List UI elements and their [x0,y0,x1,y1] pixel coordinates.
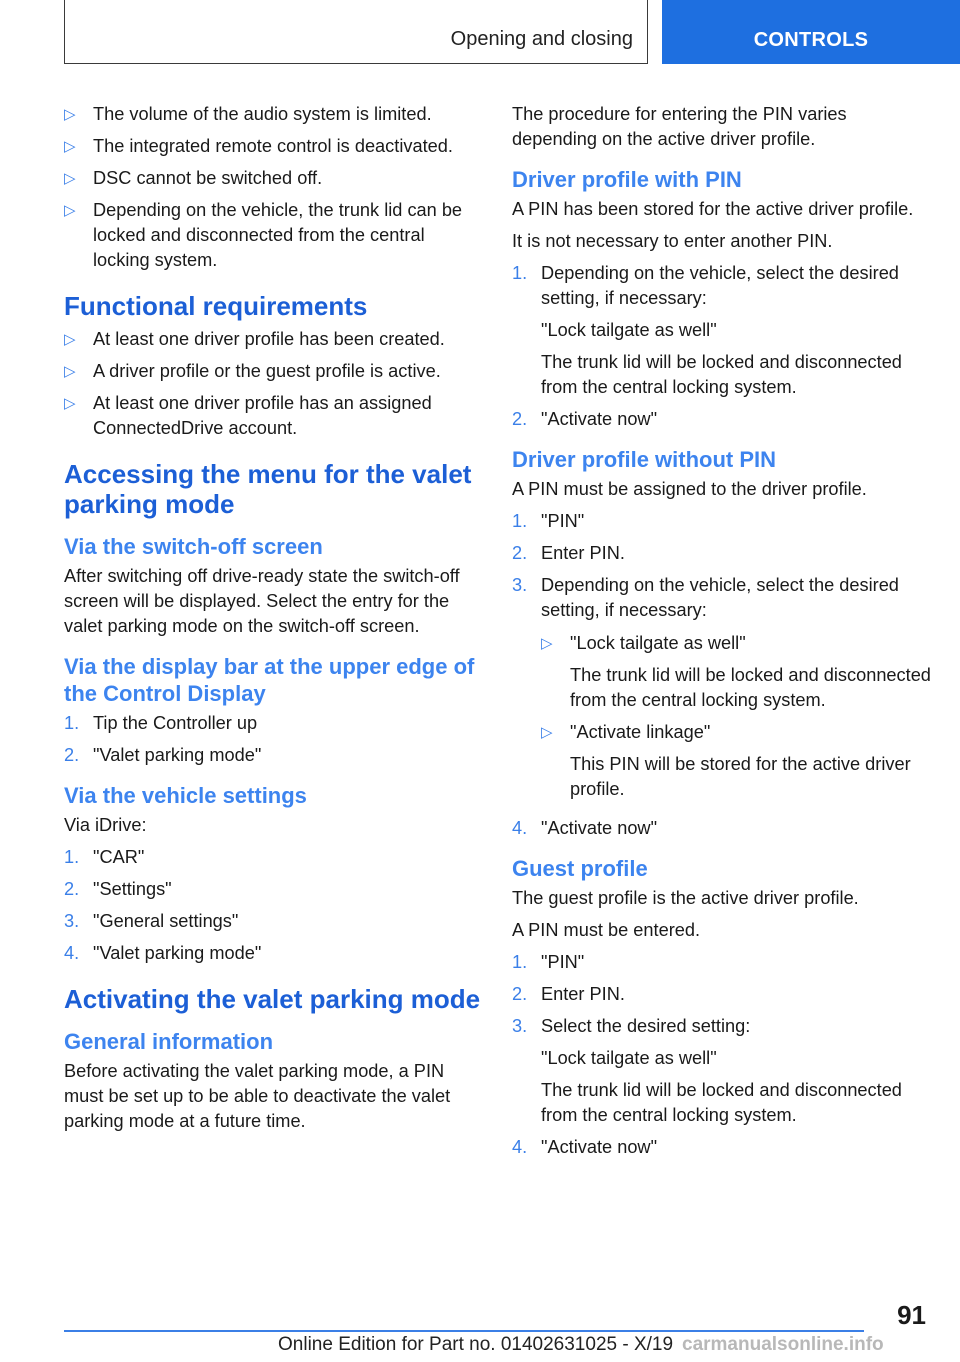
list-item: ▷ At least one driver profile has an assigned ConnectedDrive account. [64,391,482,441]
footer-edition: Online Edition for Part no. 01402631025 - X/19 [278,1334,674,1355]
subheading-driver-profile-without-pin: Driver profile without PIN [512,447,777,472]
restrictions-list [64,102,482,273]
list-item: 1. "PIN" [512,952,585,972]
section-heading-accessing-menu: Accessing the menu for the valet parking mode [64,459,472,519]
triangle-bullet-icon: ▷ [64,170,76,187]
list-item: 3. Depending on the vehicle, select the desired setting, if necessary: ▷ "Lock tailgate as well" The trunk lid will be locked and disconnected from the central locking system. ▷ "Activate linkage" This PIN will be stored for the active driver profile. [512,573,932,809]
right-column [512,102,932,1167]
list-item: 2. "Settings" [64,879,172,899]
paragraph: After switching off drive-ready state the switch-off screen will be displayed. Select the entry for the valet parking mode on the switch-off screen. [64,566,460,636]
subheading-switch-off-screen: Via the switch-off screen [64,534,323,559]
list-item: ▷ A driver profile or the guest profile is active. [64,359,482,384]
triangle-bullet-icon: ▷ [64,106,76,123]
paragraph: A PIN must be assigned to the driver profile. [512,479,867,499]
section-heading-activating: Activating the valet parking mode [64,984,481,1014]
section-heading-functional-requirements: Functional requirements [64,291,368,321]
triangle-bullet-icon: ▷ [64,363,76,380]
list-item: 3. "General settings" [64,911,239,931]
list-item: ▷ "Activate linkage" This PIN will be stored for the active driver profile. [541,720,932,802]
left-column [64,102,482,1141]
steps-list [512,950,932,1160]
steps-list [64,845,482,966]
list-item: 4. "Activate now" [512,818,658,838]
steps-list [512,261,932,432]
triangle-bullet-icon: ▷ [541,635,553,652]
paragraph: The guest profile is the active driver profile. [512,888,859,908]
subheading-guest-profile: Guest profile [512,856,648,881]
list-item: 4. "Activate now" [512,1137,658,1157]
paragraph: A PIN must be entered. [512,920,701,940]
steps-list [512,509,932,841]
header-chapter-tab [662,0,960,64]
list-item: ▷ "Lock tailgate as well" The trunk lid will be locked and disconnected from the central locking system. [541,631,932,713]
list-item: 4. "Valet parking mode" [64,943,262,963]
list-item: 2. "Activate now" [512,409,658,429]
list-item: 1. Depending on the vehicle, select the desired setting, if necessary: "Lock tailgate as well" The trunk lid will be locked and disconnected from the central locking system. [512,263,902,397]
list-item: 2. Enter PIN. [512,543,625,563]
header-chapter-title: CONTROLS [753,29,869,51]
paragraph: A PIN has been stored for the active driver profile. [512,199,914,219]
subheading-display-bar: Via the display bar at the upper edge of the Control Display [64,654,475,706]
steps-list [64,711,482,768]
footer-watermark: carmanualsonline.info [682,1334,884,1355]
list-item: ▷ The volume of the audio system is limited. [64,102,482,127]
list-item: 1. "CAR" [64,847,145,867]
triangle-bullet-icon: ▷ [64,331,76,348]
paragraph: The procedure for entering the PIN varies depending on the active driver profile. [512,104,847,149]
paragraph: It is not necessary to enter another PIN. [512,231,833,251]
footer-divider [64,1330,864,1332]
subheading-driver-profile-with-pin: Driver profile with PIN [512,167,742,192]
options-list [541,631,932,802]
list-item: ▷ The integrated remote control is deactivated. [64,134,482,159]
requirements-list [64,327,482,441]
subheading-general-information: General information [64,1029,274,1054]
list-item: ▷ Depending on the vehicle, the trunk lid can be locked and disconnected from the central locking system. [64,198,482,273]
paragraph: Before activating the valet parking mode, a PIN must be set up to be able to deactivate the valet parking mode at a future time. [64,1061,451,1131]
triangle-bullet-icon: ▷ [64,138,76,155]
page-number: 91 [897,1300,926,1330]
list-item: 2. "Valet parking mode" [64,745,262,765]
header-section-title: Opening and closing [450,28,633,50]
header-section-box [64,0,648,64]
list-item: 2. Enter PIN. [512,984,625,1004]
paragraph: Via iDrive: [64,815,147,835]
list-item: 3. Select the desired setting: "Lock tailgate as well" The trunk lid will be locked and disconnected from the central locking system. [512,1016,902,1125]
subheading-vehicle-settings: Via the vehicle settings [64,783,307,808]
triangle-bullet-icon: ▷ [541,724,553,741]
triangle-bullet-icon: ▷ [64,395,76,412]
list-item: 1. Tip the Controller up [64,713,258,733]
list-item: 1. "PIN" [512,511,585,531]
list-item: ▷ At least one driver profile has been created. [64,327,482,352]
list-item: ▷ DSC cannot be switched off. [64,166,482,191]
triangle-bullet-icon: ▷ [64,202,76,219]
